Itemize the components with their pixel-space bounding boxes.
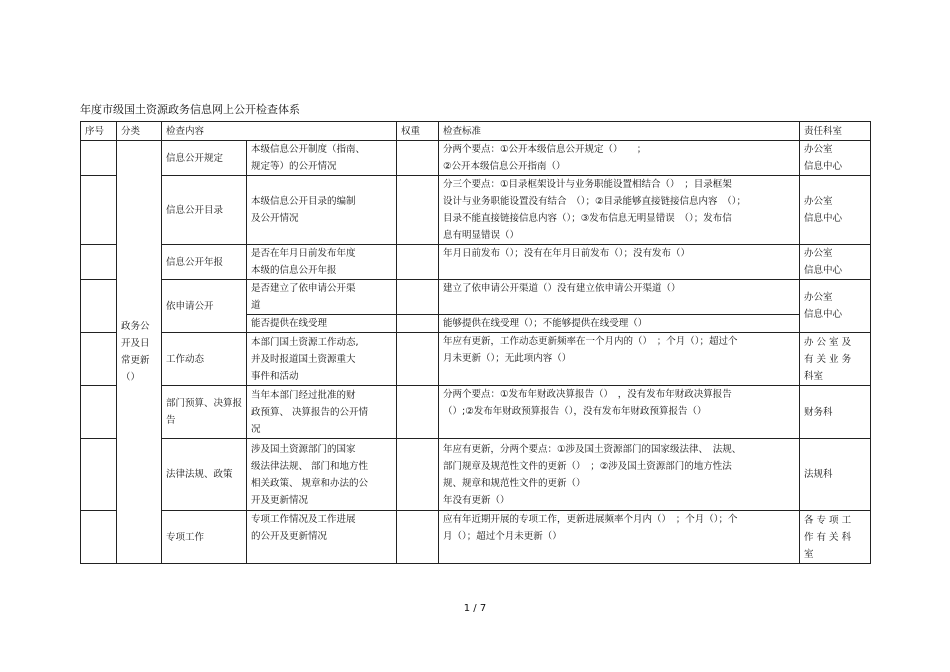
content-line: 专项工作情况及工作进展 bbox=[251, 514, 356, 525]
table-row bbox=[81, 511, 871, 564]
table-row bbox=[81, 333, 871, 386]
content-cell bbox=[247, 511, 397, 564]
office-cell bbox=[800, 141, 871, 176]
content-cell bbox=[247, 280, 397, 315]
content-line: 政预算、 决算报告的公开情 bbox=[251, 406, 369, 418]
office-line: 科室 bbox=[804, 370, 824, 382]
weight-cell bbox=[397, 245, 439, 280]
standard-line: 月未更新（）；无此项内容（） bbox=[443, 353, 572, 364]
content-line: 是否建立了依申请公开渠 bbox=[251, 283, 356, 294]
content-cell bbox=[247, 386, 397, 439]
office-cell bbox=[800, 439, 871, 511]
weight-cell bbox=[397, 280, 439, 315]
header-category: 分类 bbox=[117, 122, 162, 141]
seq-cell bbox=[81, 386, 117, 439]
office-cell bbox=[800, 176, 871, 245]
header-seq: 序号 bbox=[81, 122, 117, 141]
office-line: 各 专 项 工 bbox=[804, 514, 852, 526]
seq-cell bbox=[81, 176, 117, 245]
standard-line: 分两个要点：①发布年财政决算报告（） ，没有发布年财政决算报告 bbox=[443, 389, 732, 400]
content-line: 相关政策、 规章和办法的公 bbox=[251, 477, 369, 489]
seq-cell bbox=[81, 141, 117, 176]
page-number: 1 / 7 bbox=[463, 603, 487, 614]
office-line: 作 有 关 科 bbox=[804, 531, 852, 543]
table-row bbox=[81, 439, 871, 511]
standard-cell bbox=[439, 245, 800, 280]
content-cell bbox=[247, 245, 397, 280]
table-row bbox=[81, 141, 871, 176]
standard-line: 年应有更新，工作动态更新频率在一个月内的（） ；个月（）；超过个 bbox=[443, 336, 738, 347]
office-line: 办公室 bbox=[804, 292, 833, 303]
standard-cell bbox=[439, 176, 800, 245]
item-cell: 专项工作 bbox=[162, 511, 247, 564]
content-cell bbox=[247, 176, 397, 245]
content-line: 及公开情况 bbox=[251, 213, 299, 224]
content-cell bbox=[247, 333, 397, 386]
inspection-table bbox=[80, 121, 871, 564]
header-office: 责任科室 bbox=[800, 122, 871, 141]
table-row bbox=[81, 176, 871, 245]
content-line: 道 bbox=[251, 300, 261, 311]
content-cell bbox=[247, 439, 397, 511]
content-cell bbox=[247, 315, 397, 333]
standard-line: 应有年近期开展的专项工作，更新进展频率个月内（） ；个月（）；个 bbox=[443, 514, 738, 525]
office-line: 办公室 bbox=[804, 248, 833, 259]
weight-cell bbox=[397, 333, 439, 386]
content-line: 事件和活动 bbox=[251, 370, 299, 382]
office-line: 信息中心 bbox=[804, 265, 843, 276]
standard-cell bbox=[439, 386, 800, 439]
office-line: 办公室 bbox=[804, 196, 833, 207]
standard-line: 规、规章和规范性文件的更新（） bbox=[443, 477, 586, 489]
item-cell: 信息公开年报 bbox=[162, 245, 247, 280]
content-line: 本级的信息公开年报 bbox=[251, 265, 337, 276]
office-line: 有 关 业 务 bbox=[804, 353, 852, 365]
content-line: 涉及国土资源部门的国家 bbox=[251, 443, 356, 455]
content-line: 本部门国土资源工作动态, bbox=[251, 336, 359, 348]
office-cell bbox=[800, 280, 871, 333]
office-line: 信息中心 bbox=[804, 309, 843, 320]
weight-cell bbox=[397, 511, 439, 564]
standard-cell bbox=[439, 141, 800, 176]
standard-line: 分两个要点：①公开本级信息公开规定（） ； bbox=[443, 144, 647, 155]
office-cell bbox=[800, 511, 871, 564]
standard-line: 月（）；超过个月未更新（） bbox=[443, 531, 562, 542]
content-line: 况 bbox=[251, 423, 261, 435]
content-line: 规定等）的公开情况 bbox=[251, 161, 337, 172]
header-standard: 检查标准 bbox=[439, 122, 800, 141]
seq-cell bbox=[81, 280, 117, 333]
document-title: 年度市级国土资源政务信息网上公开检查体系 bbox=[80, 103, 300, 116]
seq-cell bbox=[81, 245, 117, 280]
header-content: 检查内容 bbox=[162, 122, 397, 141]
category-cell: 政务公开及日常更新（） bbox=[117, 141, 162, 564]
standard-line: 建立了依申请公开渠道（）没有建立依申请公开渠道（） bbox=[443, 283, 681, 294]
standard-line: 设计与业务职能设置没有结合 （）；②目录能够直接链接信息内容 （）； bbox=[443, 196, 747, 207]
header-weight: 权重 bbox=[397, 122, 439, 141]
content-line: 是否在年月日前发布年度 bbox=[251, 248, 356, 259]
content-cell bbox=[247, 141, 397, 176]
item-cell: 信息公开目录 bbox=[162, 176, 247, 245]
office-cell bbox=[800, 333, 871, 386]
standard-line: 部门规章及规范性文件的更新（） ；②涉及国土资源部门的地方性法 bbox=[443, 460, 732, 472]
item-cell: 工作动态 bbox=[162, 333, 247, 386]
office-line: 室 bbox=[804, 548, 814, 560]
weight-cell bbox=[397, 386, 439, 439]
table-row bbox=[81, 280, 871, 315]
item-cell: 法律法规、政策 bbox=[162, 439, 247, 511]
standard-line: 年没有更新（） bbox=[443, 494, 510, 506]
standard-cell bbox=[439, 511, 800, 564]
table-row bbox=[81, 386, 871, 439]
item-cell: 依申请公开 bbox=[162, 280, 247, 333]
content-line: 的公开及更新情况 bbox=[251, 531, 328, 542]
standard-cell bbox=[439, 333, 800, 386]
seq-cell bbox=[81, 511, 117, 564]
content-line: 本级信息公开制度（指南、 bbox=[251, 144, 366, 155]
standard-line: 能够提供在线受理（）；不能够提供在线受理（） bbox=[443, 318, 648, 329]
content-line: 当年本部门经过批准的财 bbox=[251, 389, 356, 401]
weight-cell bbox=[397, 439, 439, 511]
standard-line: （）;②发布年财政预算报告（），没有发布年财政预算报告（） bbox=[443, 406, 707, 417]
table-header-row bbox=[81, 122, 871, 141]
item-cell: 信息公开规定 bbox=[162, 141, 247, 176]
standard-line: ②公开本级信息公开指南（） bbox=[443, 161, 566, 172]
weight-cell bbox=[397, 315, 439, 333]
weight-cell bbox=[397, 176, 439, 245]
table-row bbox=[81, 245, 871, 280]
office-cell bbox=[800, 245, 871, 280]
standard-line: 目录不能直接链接信息内容（）；③发布信息无明显错误 （）；发布信 bbox=[443, 213, 732, 224]
standard-cell bbox=[439, 280, 800, 315]
content-line: 能否提供在线受理 bbox=[251, 318, 328, 329]
standard-line: 息有明显错误（） bbox=[443, 230, 520, 241]
content-line: 开及更新情况 bbox=[251, 494, 309, 506]
office-line: 信息中心 bbox=[804, 213, 843, 224]
content-line: 并及时报道国土资源重大 bbox=[251, 353, 356, 365]
standard-line: 年月日前发布（）；没有在年月日前发布（）；没有发布（） bbox=[443, 248, 691, 259]
office-line: 法规科 bbox=[804, 469, 833, 480]
item-cell: 部门预算、决算报告 bbox=[162, 386, 247, 439]
standard-line: 年应有更新，分两个要点：①涉及国土资源部门的国家级法律、 法规、 bbox=[443, 443, 742, 455]
standard-line: 分三个要点：①目录框架设计与业务职能设置相结合（） ；目录框架 bbox=[443, 179, 732, 190]
seq-cell bbox=[81, 439, 117, 511]
office-cell bbox=[800, 386, 871, 439]
office-line: 信息中心 bbox=[804, 161, 843, 172]
content-line: 级法律法规、 部门和地方性 bbox=[251, 460, 369, 472]
seq-cell bbox=[81, 333, 117, 386]
standard-cell bbox=[439, 315, 800, 333]
weight-cell bbox=[397, 141, 439, 176]
content-line: 本级信息公开目录的编制 bbox=[251, 196, 356, 207]
office-line: 办公室 bbox=[804, 144, 833, 155]
office-line: 办 公 室 及 bbox=[804, 336, 852, 348]
office-line: 财务科 bbox=[804, 406, 833, 418]
standard-cell bbox=[439, 439, 800, 511]
